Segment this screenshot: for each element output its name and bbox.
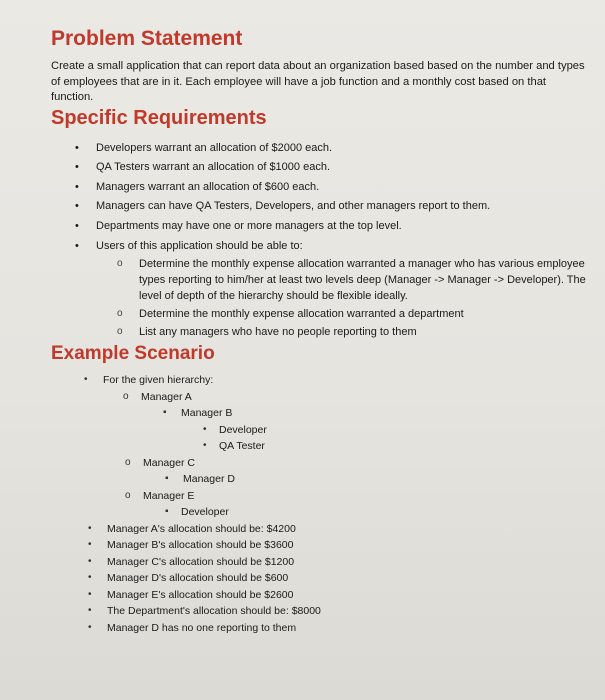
hollow-bullet-icon: o: [125, 456, 131, 468]
tree-node-manager-a: o Manager A: [51, 389, 591, 406]
hollow-bullet-icon: o: [117, 325, 123, 337]
bullet-icon: •: [88, 555, 92, 567]
bullet-icon: •: [75, 141, 79, 154]
result-item: • Manager B's allocation should be $3600: [51, 537, 591, 554]
hollow-bullet-icon: o: [117, 257, 123, 269]
capability-item: o Determine the monthly expense allocation warranted a manager who has various employee types reporting to him/her at least two levels deep (Manager -> Manager -> Developer). The level of depth of the hierarchy should be flexible ideally.: [117, 257, 586, 302]
requirement-item: • Developers warrant an allocation of $2000 each.: [75, 141, 333, 154]
bullet-icon: •: [203, 423, 207, 435]
bullet-icon: •: [88, 572, 92, 584]
tree-node-manager-b: ▪ Manager B: [51, 405, 591, 422]
requirement-item: • Users of this application should be able to: o Determine the monthly expense allocation warranted a manager who has various employee types reporting to him/her at least two levels deep (Manager -> Manager -> Developer). The level of depth of the hierarchy should be flexible ideally. o Determine the monthly expense allocation warranted a department o List any managers who have no people reporting to them: [51, 238, 591, 340]
problem-statement-heading: Problem Statement: [51, 27, 243, 50]
capability-item: o Determine the monthly expense allocation warranted a department: [117, 307, 464, 320]
result-item: • Manager D's allocation should be $600: [51, 570, 591, 587]
requirement-item: • Managers warrant an allocation of $600 each.: [75, 180, 320, 193]
bullet-icon: •: [88, 588, 92, 600]
bullet-icon: •: [75, 239, 79, 252]
result-item: • Manager C's allocation should be $1200: [51, 554, 591, 571]
result-item: • Manager A's allocation should be: $4200: [51, 521, 591, 538]
requirement-item: • QA Testers warrant an allocation of $1000 each.: [75, 161, 330, 174]
bullet-icon: •: [75, 161, 79, 174]
bullet-icon: •: [88, 539, 92, 551]
example-scenario: [51, 372, 591, 636]
tree-node-developer: • Developer: [51, 422, 591, 439]
bullet-icon: •: [203, 440, 207, 452]
tree-node-manager-c: o Manager C: [51, 455, 591, 472]
tree-node-manager-d: ▪ Manager D: [51, 471, 591, 488]
tree-node-developer: ▪ Developer: [51, 504, 591, 521]
user-capabilities-list: [96, 256, 591, 340]
problem-statement-text: Create a small application that can report data about an organization based based on the number and types of employees that are in it. Each employee will have a job function and a monthly cost based on that function.: [51, 60, 585, 104]
result-item: • The Department's allocation should be: $8000: [51, 603, 591, 620]
square-bullet-icon: ▪: [163, 407, 167, 419]
hollow-bullet-icon: o: [125, 489, 131, 501]
tree-node-qa-tester: • QA Tester: [51, 438, 591, 455]
bullet-icon: •: [75, 220, 79, 233]
bullet-icon: •: [88, 621, 92, 633]
hollow-bullet-icon: o: [123, 390, 129, 402]
specific-requirements-heading: Specific Requirements: [51, 106, 267, 129]
document-body: [51, 26, 591, 636]
example-intro: • For the given hierarchy:: [51, 372, 591, 389]
tree-node-manager-e: o Manager E: [51, 488, 591, 505]
hollow-bullet-icon: o: [117, 307, 123, 319]
requirement-item: • Managers can have QA Testers, Developers, and other managers report to them.: [75, 200, 491, 213]
bullet-icon: •: [84, 374, 88, 386]
requirement-item: • Departments may have one or more managers at the top level.: [75, 220, 402, 233]
result-item: • Manager E's allocation should be $2600: [51, 587, 591, 604]
square-bullet-icon: ▪: [165, 473, 169, 485]
square-bullet-icon: ▪: [165, 506, 169, 518]
result-item: • Manager D has no one reporting to them: [51, 620, 591, 637]
capability-item: o List any managers who have no people reporting to them: [117, 325, 417, 338]
bullet-icon: •: [75, 180, 79, 193]
bullet-icon: •: [75, 200, 79, 213]
example-scenario-heading: Example Scenario: [51, 343, 215, 365]
bullet-icon: •: [88, 522, 92, 534]
requirements-list: [51, 140, 591, 340]
bullet-icon: •: [88, 605, 92, 617]
